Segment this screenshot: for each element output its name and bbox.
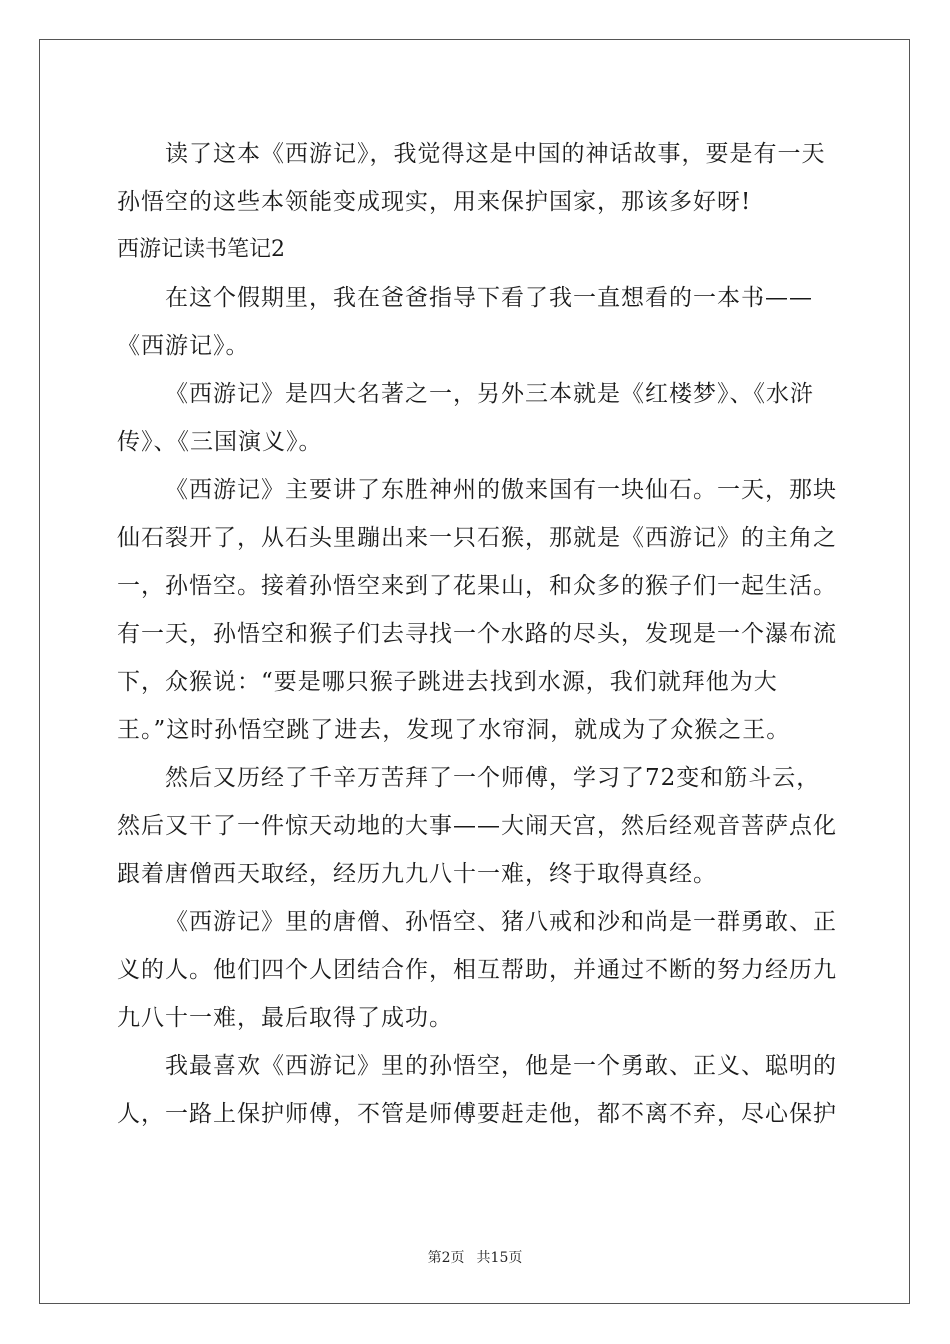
text-line: 传》、《三国演义》。 <box>117 429 323 455</box>
page-number: 第2页 <box>427 1250 465 1266</box>
text-line: 王。”这时孙悟空跳了进去，发现了水帘洞，就成为了众猴之王。 <box>117 717 791 743</box>
text-line: 《西游记》是四大名著之一，另外三本就是《红楼梦》、《水浒 <box>165 381 814 407</box>
document-body <box>117 130 837 1138</box>
text-line: 一，孙悟空。接着孙悟空来到了花果山，和众多的猴子们一起生活。 <box>117 573 837 599</box>
text-line: 义的人。他们四个人团结合作，相互帮助，并通过不断的努力经历九 <box>117 957 837 983</box>
text-line: 下，众猴说：“要是哪只猴子跳进去找到水源，我们就拜他为大 <box>117 669 778 695</box>
text-line: 《西游记》。 <box>117 333 250 359</box>
page-footer <box>0 1247 950 1267</box>
text-line: 《西游记》主要讲了东胜神州的傲来国有一块仙石。一天，那块 <box>165 477 837 503</box>
text-line: 跟着唐僧西天取经，经历九九八十一难，终于取得真经。 <box>117 861 717 887</box>
section-heading: 西游记读书笔记2 <box>117 237 285 262</box>
text-line: 我最喜欢《西游记》里的孙悟空，他是一个勇敢、正义、聪明的 <box>165 1053 837 1079</box>
text-line: 然后又历经了千辛万苦拜了一个师傅，学习了72变和筋斗云， <box>165 765 821 791</box>
text-line: 然后又干了一件惊天动地的大事——大闹天宫，然后经观音菩萨点化 <box>117 813 837 839</box>
text-line: 在这个假期里，我在爸爸指导下看了我一直想看的一本书—— <box>165 285 813 311</box>
text-line: 《西游记》里的唐僧、孙悟空、猪八戒和沙和尚是一群勇敢、正 <box>165 909 837 935</box>
text-line: 读了这本《西游记》，我觉得这是中国的神话故事，要是有一天 <box>165 141 826 167</box>
text-line: 九八十一难，最后取得了成功。 <box>117 1005 453 1031</box>
text-line: 有一天，孙悟空和猴子们去寻找一个水路的尽头，发现是一个瀑布流 <box>117 621 837 647</box>
total-pages: 共15页 <box>476 1250 523 1266</box>
text-line: 孙悟空的这些本领能变成现实，用来保护国家，那该多好呀! <box>117 189 752 215</box>
text-line: 仙石裂开了，从石头里蹦出来一只石猴，那就是《西游记》的主角之 <box>117 525 837 551</box>
text-line: 人，一路上保护师傅，不管是师傅要赶走他，都不离不弃，尽心保护 <box>117 1101 837 1127</box>
